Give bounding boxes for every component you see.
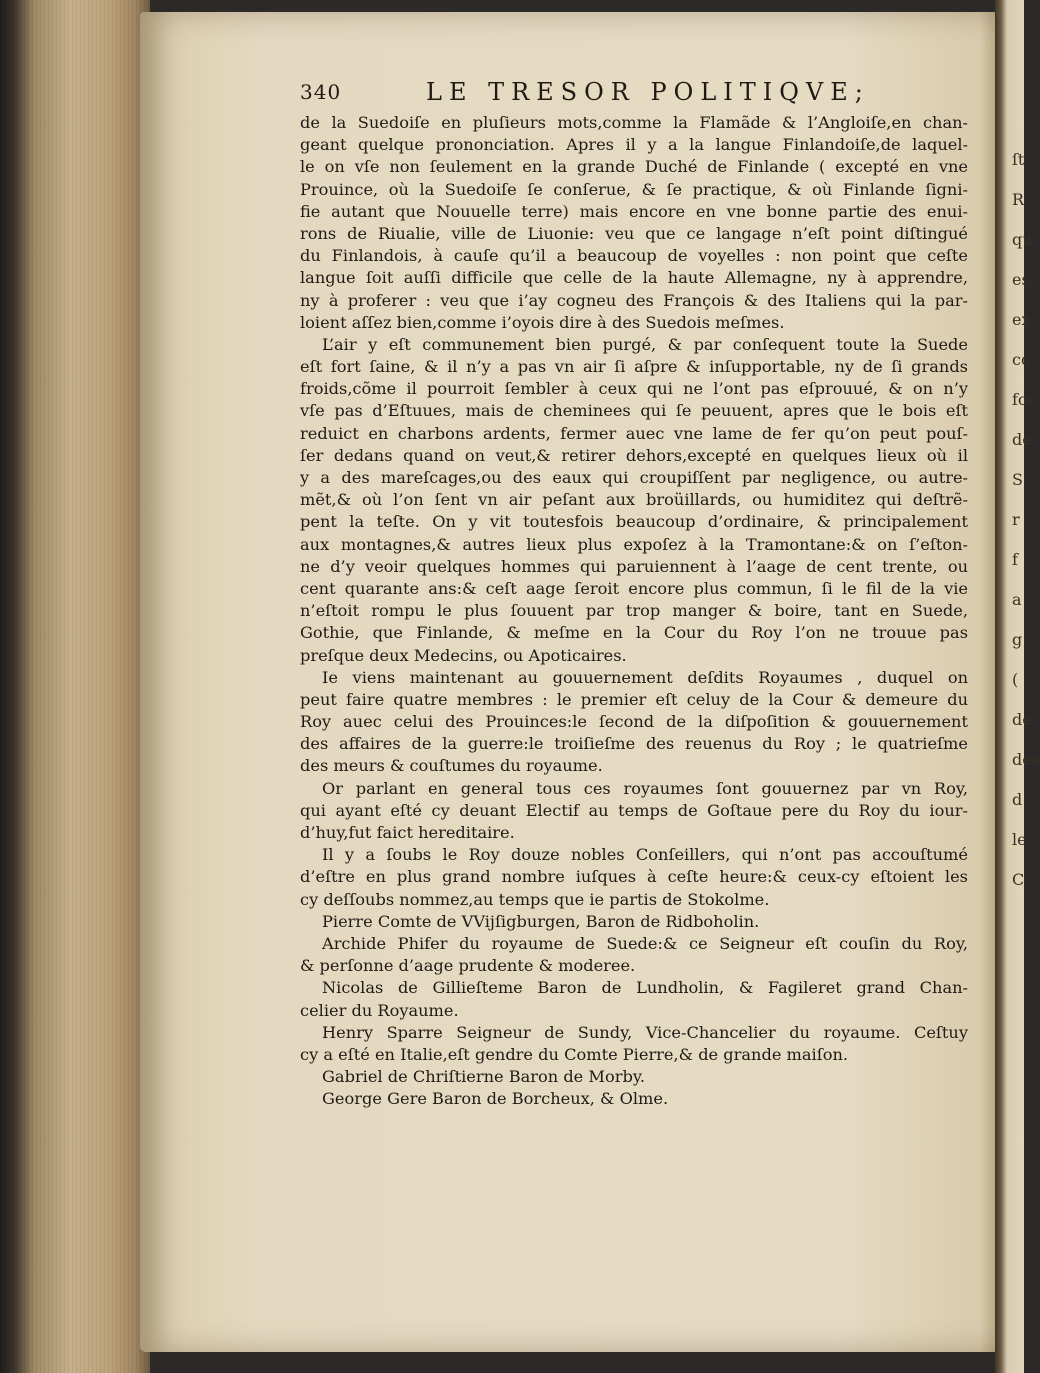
next-page-fragment: es, [1012, 270, 1035, 289]
text-line: cy deſſoubs nommez,au temps que ie partis de Stokolme. [300, 889, 770, 909]
next-page-fragment: ſt [1012, 150, 1025, 169]
body-text [300, 112, 968, 1110]
text-line: mẽt,& où l’on ſent vn air peſant aux broüillards, ou humiditez qui deſtrẽ- [300, 490, 968, 510]
text-line: des meurs & couſtumes du royaume. [300, 756, 603, 776]
text-line: Pierre Comte de VVijſigburgen, Baron de Ridboholin. [322, 911, 760, 931]
text-line: y a des mareſcages,ou des eaux qui croupiſſent par negligence, ou autre- [300, 468, 968, 487]
next-page-fragment: f [1012, 550, 1018, 569]
text-line: aux montagnes,& autres lieux plus expoſez à la Tramontane:& on ſ’eſton- [300, 534, 968, 554]
text-line: Nicolas de Gillieſteme Baron de Lundholin, & Fagileret grand Chan- [322, 978, 968, 998]
text-line: George Gere Baron de Borcheux, & Olme. [322, 1089, 669, 1109]
next-page-fragment: qu [1012, 230, 1033, 249]
text-line: celier du Royaume. [300, 1000, 459, 1020]
text-line: froids,cõme il pourroit ſembler à ceux qui ne l’ont pas eſprouué, & on n’y [300, 379, 968, 399]
text-line: Ie viens maintenant au gouuernement deſdits Royaumes , duquel on [322, 667, 968, 687]
next-page-fragment: g [1012, 630, 1023, 649]
book-edge [0, 0, 150, 1373]
next-page-fragment: ex [1012, 310, 1031, 329]
page-header [300, 78, 870, 112]
text-line: eſt fort ſaine, & il n’y a pas vn air ſi aſpre & inſupportable, ny de ſi grands [300, 357, 968, 377]
text-line: cent quarante ans:& ceſt aage ſeroit encore plus commun, ſi le fil de la vie [300, 578, 968, 598]
text-line: d’huy,fut faict hereditaire. [300, 823, 515, 842]
text-line: langue ſoit auſſi difficile que celle de la haute Allemagne, ny à apprendre, [300, 268, 968, 288]
text-line: Gothie, que Finlande, & meſme en la Cour du Roy l’on ne trouue pas [300, 623, 968, 643]
text-line: qui ayant eſté cy deuant Electif au temps de Goſtaue pere du Roy du iour- [300, 800, 968, 820]
text-line: fie autant que Nouuelle terre) mais encore en vne bonne partie des enui- [300, 201, 968, 221]
text-line: du Finlandois, à cauſe qu’il a beaucoup de voyelles : non point que ceſte [300, 246, 968, 266]
running-title: LE TRESOR POLITIQVE; [426, 78, 870, 106]
text-line: Archide Phifer du royaume de Suede:& ce Seigneur eſt couſin du Roy, [322, 933, 968, 953]
next-page-fragment: ( [1012, 670, 1019, 689]
page-number: 340 [300, 80, 342, 104]
text-line: Gabriel de Chriſtierne Baron de Morby. [322, 1067, 645, 1087]
text-line: d’eſtre en plus grand nombre iuſques à ceſte heure:& ceux-cy eſtoient les [300, 867, 968, 887]
text-line: Prouince, où la Suedoiſe ſe conſerue, & ſe practique, & où Finlande ſigni- [300, 179, 968, 199]
next-page-fragment: de [1012, 710, 1032, 729]
next-page-fragment: S [1012, 470, 1023, 489]
text-line: pent la teſte. On y vit toutesfois beaucoup d’ordinaire, & principalement [300, 512, 968, 532]
next-page-fragment: co [1012, 350, 1031, 369]
text-line: reduict en charbons ardents, fermer auec vne lame de fer qu’on peut pouſ- [300, 423, 968, 443]
text-line: des affaires de la guerre:le troiſieſme des reuenus du Roy ; le quatrieſme [300, 734, 968, 754]
text-line: ny à proferer : veu que i’ay cogneu des François & des Italiens qui la par- [300, 290, 968, 310]
text-line: n’eſtoit rompu le plus ſouuent par trop manger & boire, tant en Suede, [300, 601, 968, 621]
next-page-fragment: le [1012, 830, 1027, 849]
text-line: ſer dedans quand on veut,& retirer dehors,excepté en quelques lieux où il [300, 445, 968, 465]
text-line: rons de Riualie, ville de Liuonie: veu que ce langage n’eſt point diſtingué [300, 223, 968, 243]
text-line: Or parlant en general tous ces royaumes ſont gouuernez par vn Roy, [322, 778, 968, 798]
text-line: & perſonne d’aage prudente & moderee. [300, 956, 636, 976]
next-page-fragment: des [1012, 750, 1040, 769]
text-line: de la Suedoiſe en pluſieurs mots,comme la Flamãde & l’Angloiſe,en chan- [300, 113, 968, 132]
next-page-fragment: r [1012, 510, 1020, 529]
next-page-fragment: for [1012, 390, 1036, 409]
next-page-fragment: d [1012, 790, 1023, 809]
text-line: peut faire quatre membres : le premier eſt celuy de la Cour & demeure du [300, 689, 968, 709]
text-line: Roy auec celui des Prouinces:le ſecond de la diſpoſition & gouuernement [300, 712, 968, 732]
next-page-fragment: R [1012, 190, 1025, 209]
text-line: loient aſſez bien,comme i’oyois dire à des Suedois meſmes. [300, 312, 785, 332]
text-line: Il y a ſoubs le Roy douze nobles Conſeillers, qui n’ont pas accouſtumé [322, 845, 968, 865]
next-page-fragment: a [1012, 590, 1022, 609]
text-line: Henry Sparre Seigneur de Sundy, Vice-Chancelier du royaume. Ceſtuy [322, 1022, 968, 1042]
text-line: ne d’y veoir quelques hommes qui paruiennent à l’aage de cent trente, ou [300, 556, 968, 576]
next-page-fragment: C [1012, 870, 1025, 889]
text-line: le on vſe non ſeulement en la grande Duché de Finlande ( excepté en vne [300, 157, 968, 177]
text-line: geant quelque prononciation. Apres il y a la langue Finlandoiſe,de laquel- [300, 135, 968, 155]
next-page-fragment: de [1012, 430, 1032, 449]
text-line: vſe pas d’Eſtuues, mais de cheminees qui ſe peuuent, apres que le bois eſt [300, 401, 968, 421]
text-line: preſque deux Medecins, ou Apoticaires. [300, 645, 627, 665]
text-line: L’air y eſt communement bien purgé, & par conſequent toute la Suede [322, 334, 968, 354]
next-page-fragments [1012, 140, 1040, 1040]
text-line: cy a eſté en Italie,eſt gendre du Comte Pierre,& de grande maiſon. [300, 1044, 849, 1064]
